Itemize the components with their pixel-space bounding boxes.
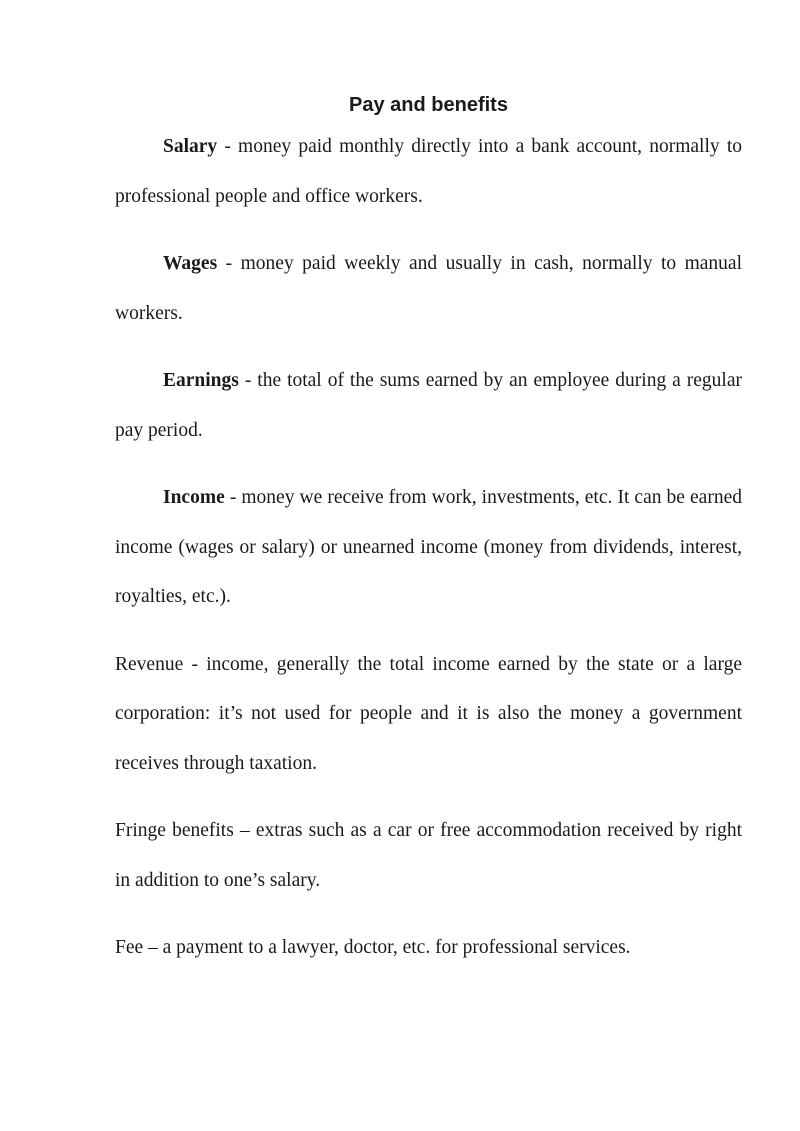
entry-salary <box>115 122 742 221</box>
entry-term: Revenue <box>115 653 184 675</box>
entry-term: Fee <box>115 937 144 958</box>
entry-term: Earnings <box>163 370 239 391</box>
entry-definition: – a payment to a lawyer, doctor, etc. for professional services. <box>143 937 631 958</box>
entry-wages <box>115 239 742 338</box>
entry-term: Fringe benefits <box>115 820 234 841</box>
entry-definition: - income, generally the total income earned by the state or a large corporation: it’s not used for people and it is also the money a government receives through taxation. <box>115 653 742 774</box>
entry-term: Salary <box>163 136 218 157</box>
entry-fee <box>115 923 742 973</box>
entry-definition: - money paid weekly and usually in cash, normally to manual workers. <box>115 253 742 324</box>
entry-definition: - the total of the sums earned by an employee during a regular pay period. <box>115 370 742 441</box>
entry-income <box>115 473 742 622</box>
document-page <box>115 88 742 991</box>
entry-term: Income <box>163 487 225 508</box>
entry-definition: – extras such as a car or free accommodation received by right in addition to one’s salary. <box>115 820 743 891</box>
entry-revenue <box>115 640 742 789</box>
entry-earnings <box>115 356 742 455</box>
page-title: Pay and benefits <box>349 94 508 116</box>
entry-definition: - money we receive from work, investments, etc. It can be earned income (wages or salary) or unearned income (money from dividends, interest, royalties, etc.). <box>115 487 742 607</box>
entry-term: Wages <box>163 253 218 274</box>
entry-fringe-benefits <box>115 806 742 905</box>
entry-definition: - money paid monthly directly into a bank account, normally to professional people and office workers. <box>115 136 742 207</box>
